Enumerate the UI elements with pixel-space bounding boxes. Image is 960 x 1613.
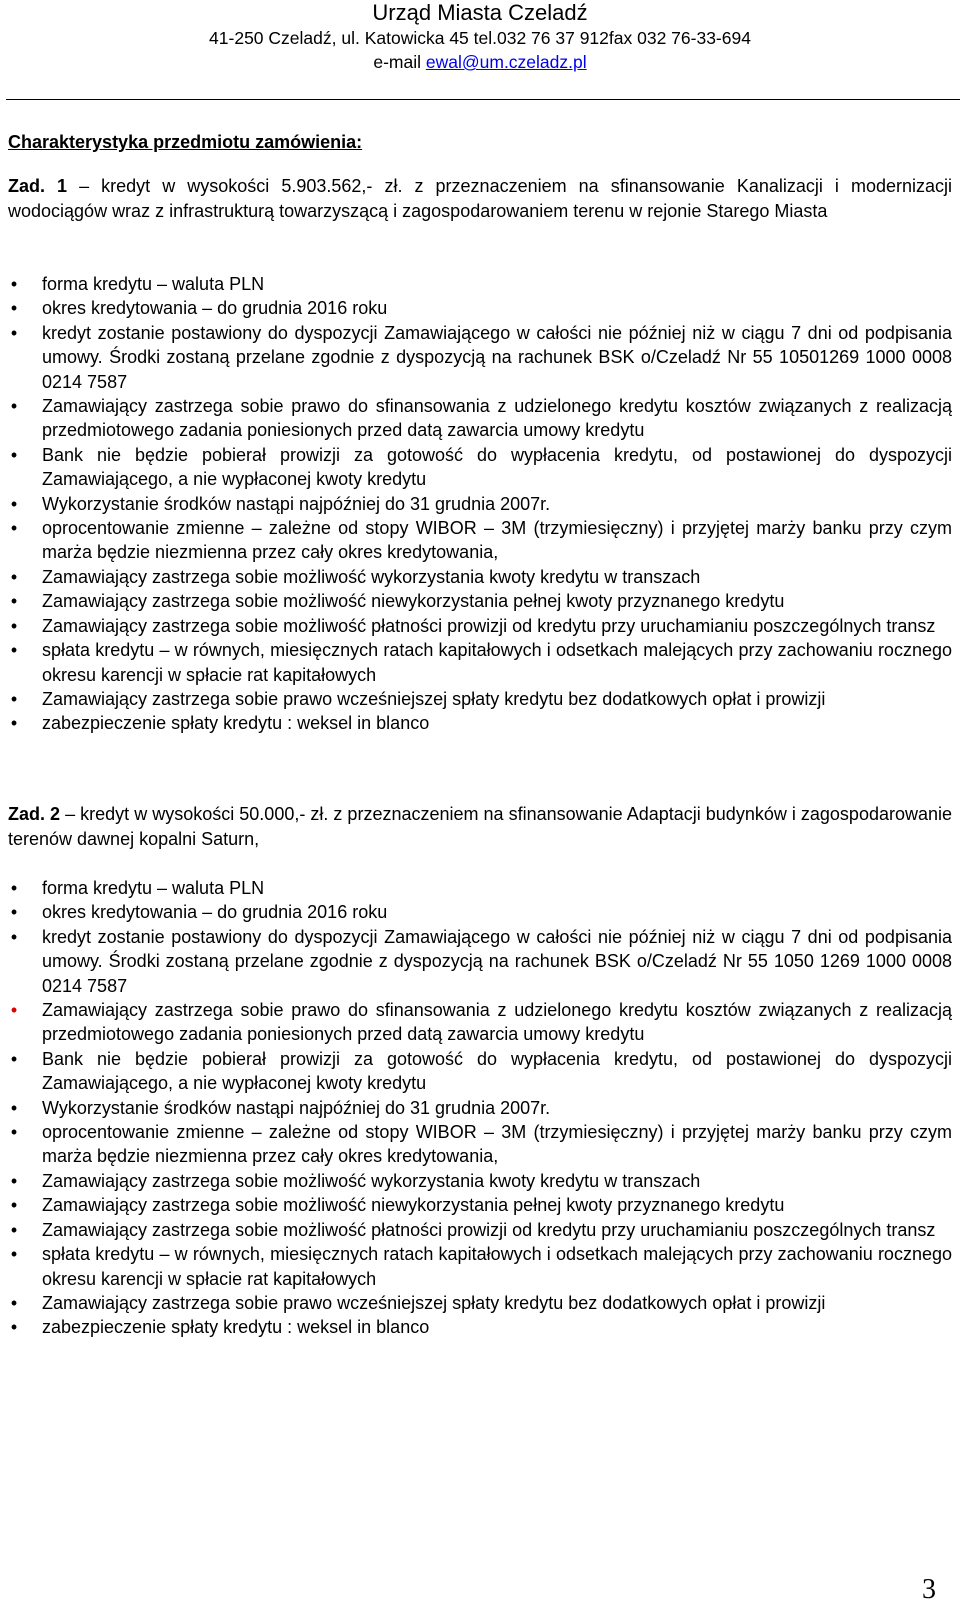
- bullet-icon: •: [10, 1097, 18, 1118]
- bullet-icon: •: [10, 615, 18, 636]
- bullet-icon: •: [10, 591, 18, 612]
- list-item: [8, 1047, 952, 1096]
- office-name: Urząd Miasta Czeladź: [372, 0, 588, 25]
- list-item-text: Wykorzystanie środków nastąpi najpóźniej do 31 grudnia 2007r.: [42, 493, 551, 514]
- task-2-label: Zad. 2: [8, 804, 61, 824]
- email-label: e-mail: [373, 52, 426, 72]
- list-item-text: Wykorzystanie środków nastąpi najpóźniej do 31 grudnia 2007r.: [42, 1097, 551, 1118]
- bullet-icon: •: [10, 1317, 18, 1338]
- list-item: [8, 998, 952, 1047]
- list-item: [8, 925, 952, 998]
- list-item-text: Bank nie będzie pobierał prowizji za gotowość do wypłacenia kredytu, od postawionej do dyspozycji Zamawiającego, a nie wypłaconej kwoty kredytu: [42, 1048, 952, 1094]
- bullet-icon: •: [10, 566, 18, 587]
- list-item: [8, 1291, 952, 1315]
- bullet-icon: •: [10, 640, 18, 661]
- page-number: 3: [922, 1574, 936, 1605]
- bullet-icon: •: [10, 493, 18, 514]
- list-item-text: kredyt zostanie postawiony do dyspozycji Zamawiającego w całości nie później niż w ciągu 7 dni od podpisania umowy. Środki zostaną przelane zgodnie z dyspozycją na rachunek BSK o/Czeladź Nr 55 10501269 1000 0008 0214 7587: [42, 322, 952, 392]
- list-item-text: Zamawiający zastrzega sobie prawo do sfinansowania z udzielonego kredytu kosztów związanych z realizacją przedmiotowego zadania poniesionych przed datą zawarcia umowy kredytu: [42, 396, 952, 441]
- list-item-text: zabezpieczenie spłaty kredytu : weksel in blanco: [42, 1317, 430, 1338]
- bullet-icon: •: [10, 298, 18, 319]
- bullet-icon: •: [10, 713, 18, 734]
- list-item: [8, 1120, 952, 1169]
- list-item: [8, 687, 952, 711]
- bullet-icon: •: [10, 274, 18, 294]
- task-2-text: – kredyt w wysokości 50.000,- zł. z przeznaczeniem na sfinansowanie Adaptacji budynków i zagospodarowanie terenów dawnej kopalni Saturn,: [8, 804, 953, 849]
- list-item: [8, 1096, 952, 1120]
- list-item-text: Zamawiający zastrzega sobie możliwość płatności prowizji od kredytu przy uruchamianiu poszczególnych transz: [42, 615, 936, 636]
- bullet-icon: •: [10, 396, 18, 417]
- list-item: [8, 589, 952, 613]
- list-item-text: zabezpieczenie spłaty kredytu : weksel in blanco: [42, 713, 430, 734]
- list-item-text: Zamawiający zastrzega sobie prawo wcześniejszej spłaty kredytu bez dodatkowych opłat i prowizji: [42, 1292, 826, 1313]
- email-line: [0, 50, 960, 74]
- list-item: [8, 321, 952, 394]
- list-item: [8, 394, 952, 443]
- list-item: [8, 516, 952, 565]
- bullet-icon: •: [10, 1048, 18, 1069]
- bullet-icon: •: [10, 1195, 18, 1216]
- list-item-text: Zamawiający zastrzega sobie możliwość płatności prowizji od kredytu przy uruchamianiu poszczególnych transz: [42, 1219, 936, 1240]
- list-item-text: Zamawiający zastrzega sobie możliwość wykorzystania kwoty kredytu w transzach: [42, 1170, 701, 1191]
- list-item-text: forma kredytu – waluta PLN: [42, 274, 265, 294]
- task-2-conditions-list: [8, 876, 952, 1340]
- list-item-text: Zamawiający zastrzega sobie możliwość niewykorzystania pełnej kwoty przyznanego kredytu: [42, 591, 785, 612]
- list-item: [8, 1315, 952, 1339]
- list-item-text: Zamawiający zastrzega sobie możliwość niewykorzystania pełnej kwoty przyznanego kredytu: [42, 1195, 785, 1216]
- list-item: [8, 296, 952, 320]
- list-item-text: Bank nie będzie pobierał prowizji za gotowość do wypłacenia kredytu, od postawionej do dyspozycji Zamawiającego, a nie wypłaconej kwoty kredytu: [42, 444, 952, 490]
- list-item-text: okres kredytowania – do grudnia 2016 roku: [42, 298, 388, 319]
- section-title: Charakterystyka przedmiotu zamówienia:: [8, 132, 363, 152]
- list-item-text: Zamawiający zastrzega sobie prawo do sfinansowania z udzielonego kredytu kosztów związanych z realizacją przedmiotowego zadania poniesionych przed datą zawarcia umowy kredytu: [42, 1000, 952, 1045]
- list-item-text: Zamawiający zastrzega sobie możliwość wykorzystania kwoty kredytu w transzach: [42, 566, 701, 587]
- bullet-icon: •: [10, 444, 18, 465]
- list-item-text: oprocentowanie zmienne – zależne od stopy WIBOR – 3M (trzymiesięczny) i przyjętej marży banku przy czym marża będzie niezmienna przez cały okres kredytowania,: [42, 518, 952, 563]
- bullet-icon: •: [10, 688, 18, 709]
- list-item: [8, 638, 952, 687]
- list-item: [8, 565, 952, 589]
- bullet-icon: •: [10, 1244, 18, 1265]
- list-item-text: Zamawiający zastrzega sobie prawo wcześniejszej spłaty kredytu bez dodatkowych opłat i prowizji: [42, 688, 826, 709]
- bullet-icon: •: [10, 518, 18, 539]
- list-item: [8, 272, 952, 296]
- list-item-text: spłata kredytu – w równych, miesięcznych ratach kapitałowych i odsetkach malejących przy zachowaniu rocznego okresu karencji w spłacie rat kapitałowych: [42, 640, 952, 685]
- task-1-conditions-list: [8, 272, 952, 736]
- list-item: [8, 1169, 952, 1193]
- list-item-text: okres kredytowania – do grudnia 2016 roku: [42, 902, 388, 923]
- bullet-icon: •: [10, 926, 18, 947]
- list-item: [8, 443, 952, 492]
- list-item-text: kredyt zostanie postawiony do dyspozycji Zamawiającego w całości nie później niż w ciągu 7 dni od podpisania umowy. Środki zostaną przelane zgodnie z dyspozycją na rachunek BSK o/Czeladź Nr 55 1050 1269 1000 0008 0214 7587: [42, 926, 952, 996]
- letterhead: [0, 0, 960, 74]
- list-item-text: oprocentowanie zmienne – zależne od stopy WIBOR – 3M (trzymiesięczny) i przyjętej marży banku przy czym marża będzie niezmienna przez cały okres kredytowania,: [42, 1122, 952, 1167]
- list-item: [8, 1193, 952, 1217]
- task-1-intro: [8, 174, 952, 224]
- bullet-icon: •: [10, 1122, 18, 1143]
- bullet-icon: •: [10, 322, 18, 343]
- list-item: [8, 900, 952, 924]
- task-2-intro: [8, 802, 952, 852]
- list-item: [8, 876, 952, 900]
- office-address: 41-250 Czeladź, ul. Katowicka 45 tel.032 76 37 912fax 032 76-33-694: [209, 28, 751, 48]
- list-item: [8, 1242, 952, 1291]
- bullet-icon: •: [10, 1292, 18, 1313]
- list-item: [8, 492, 952, 516]
- bullet-icon: •: [10, 1170, 18, 1191]
- bullet-icon: •: [10, 1000, 18, 1021]
- bullet-icon: •: [10, 878, 18, 898]
- task-1-label: Zad. 1: [8, 176, 68, 196]
- header-divider: [6, 99, 960, 100]
- bullet-icon: •: [10, 1219, 18, 1240]
- task-1-text: – kredyt w wysokości 5.903.562,- zł. z przeznaczeniem na sfinansowanie Kanalizacji i modernizacji wodociągów wraz z infrastrukturą towarzyszącą i zagospodarowaniem terenu w rejonie Starego Miasta: [8, 176, 952, 221]
- email-link[interactable]: ewal@um.czeladz.pl: [425, 52, 587, 72]
- list-item: [8, 614, 952, 638]
- list-item: [8, 711, 952, 735]
- list-item: [8, 1218, 952, 1242]
- bullet-icon: •: [10, 902, 18, 923]
- list-item-text: forma kredytu – waluta PLN: [42, 878, 265, 898]
- list-item-text: spłata kredytu – w równych, miesięcznych ratach kapitałowych i odsetkach malejących przy zachowaniu rocznego okresu karencji w spłacie rat kapitałowych: [42, 1244, 952, 1289]
